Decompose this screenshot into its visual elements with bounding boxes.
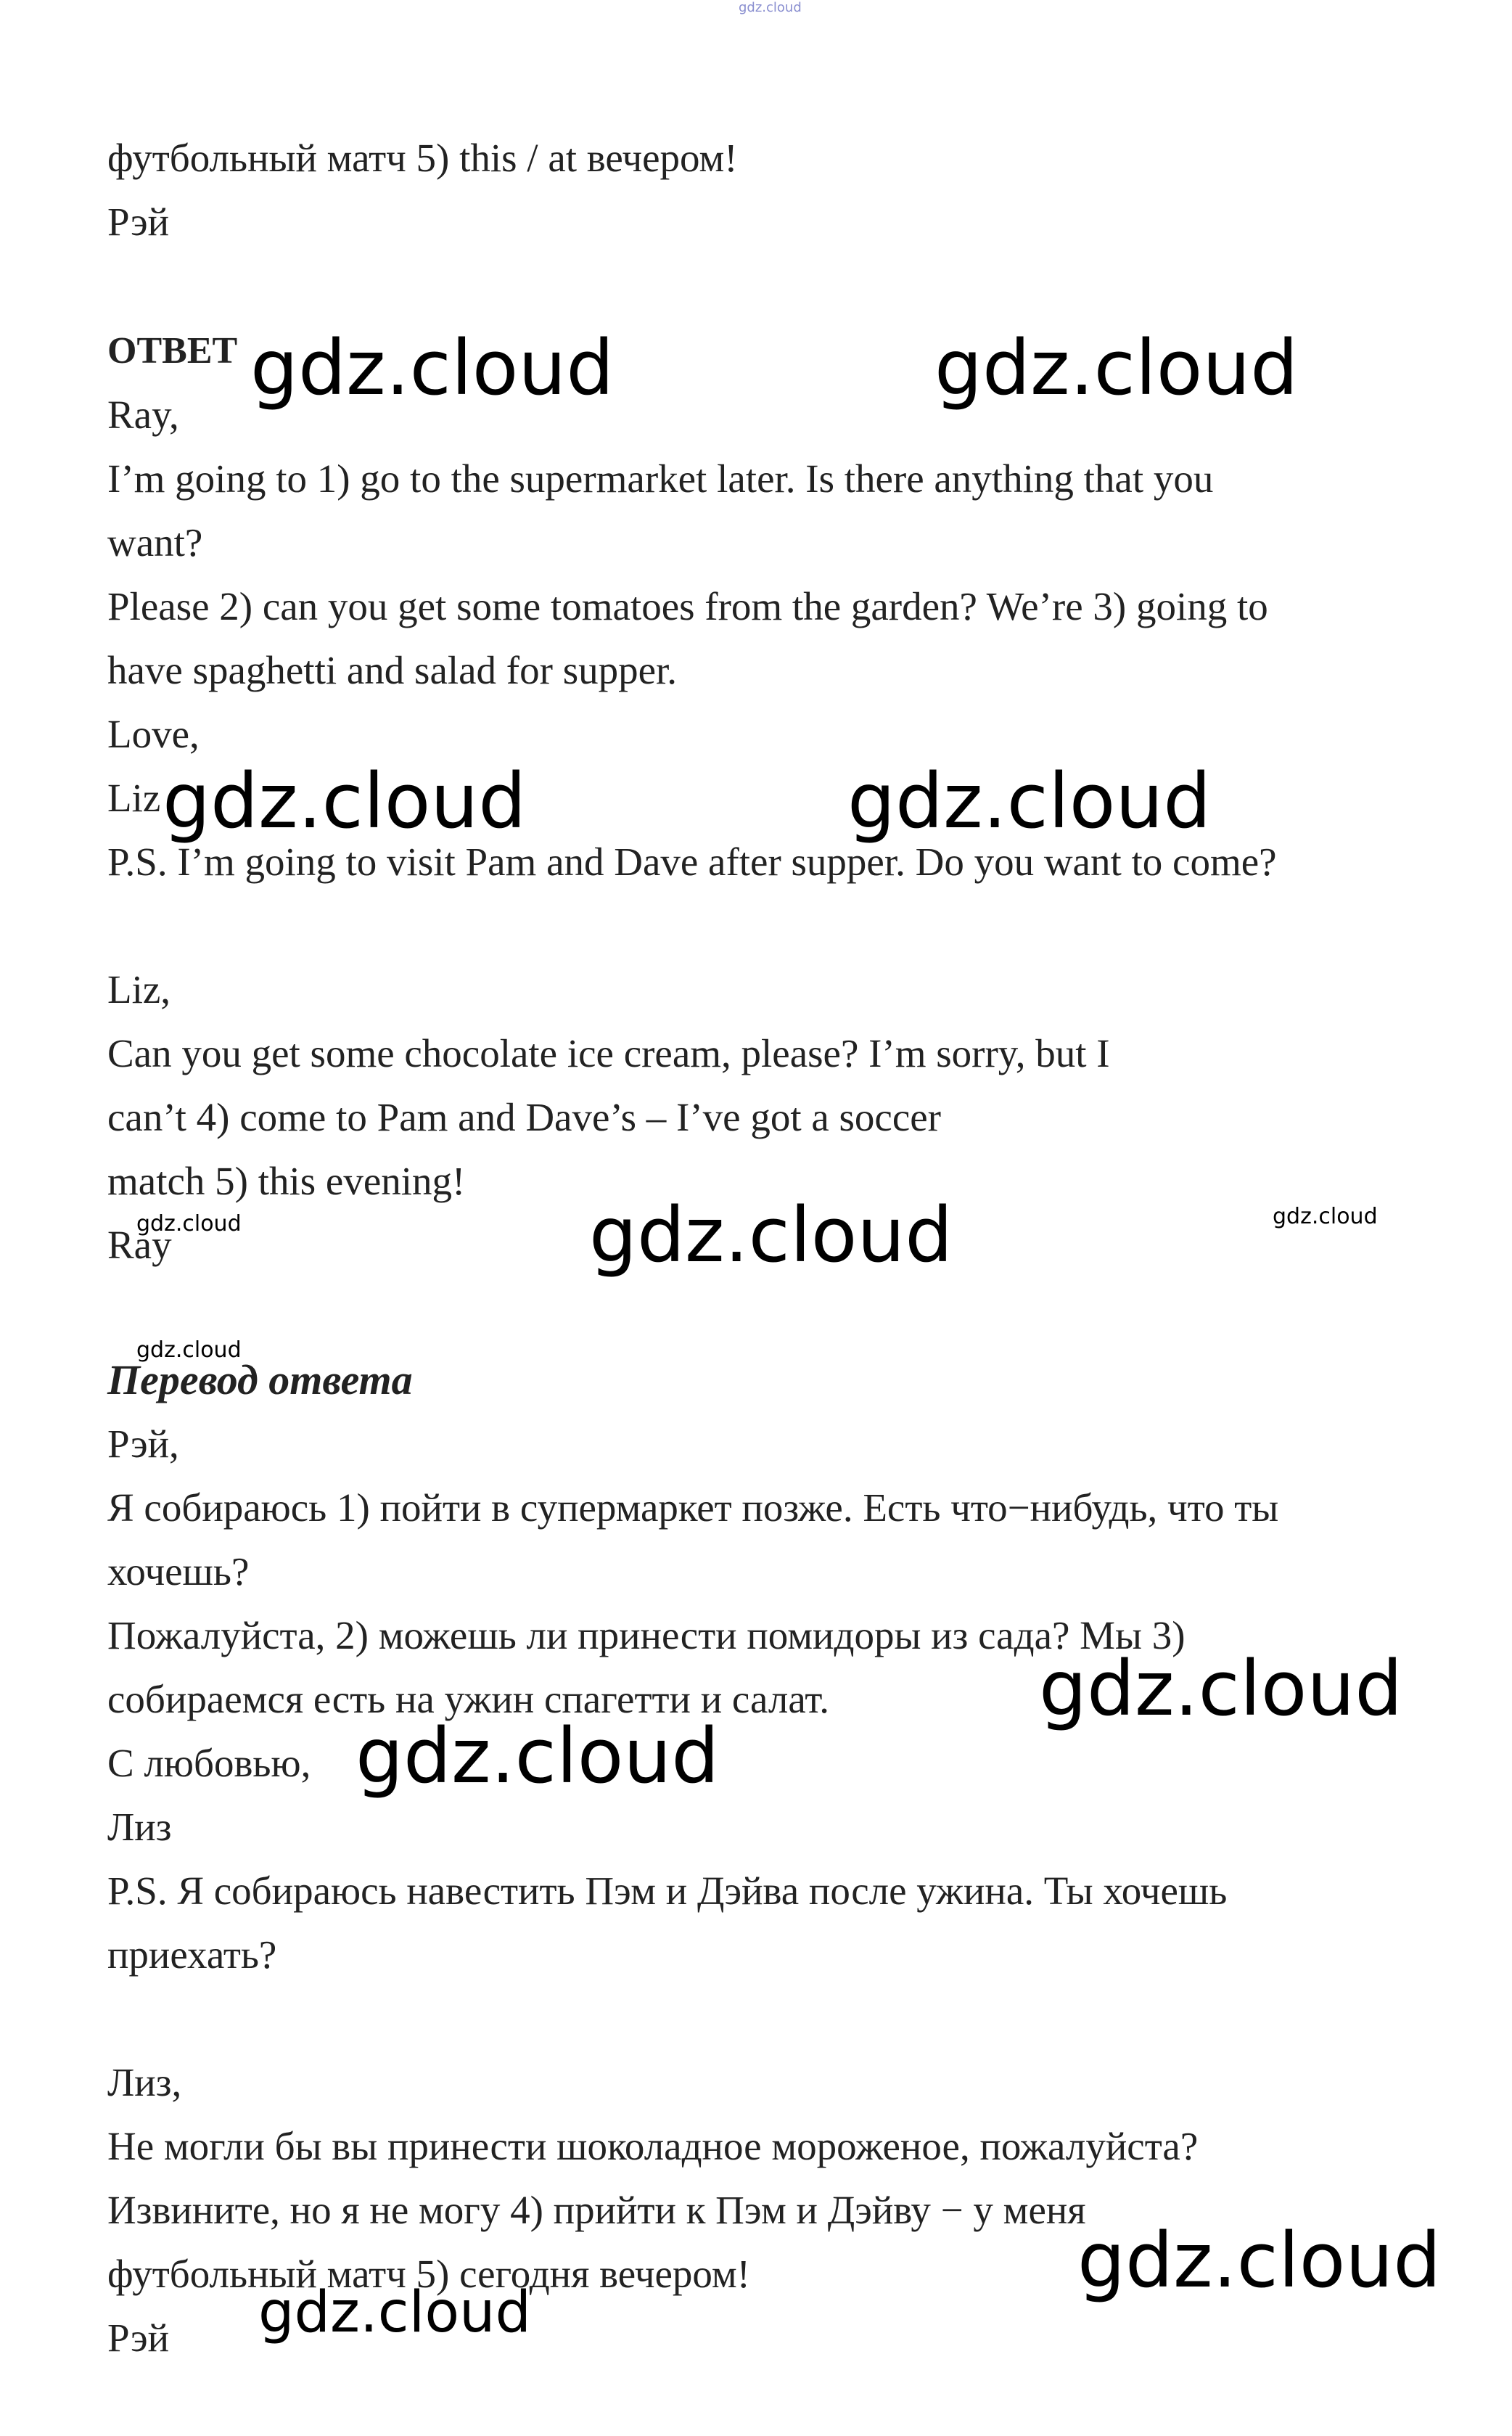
translation-note2-line: Не могли бы вы принести шоколадное мороженое, пожалуйста? <box>107 2124 1199 2168</box>
watermark: gdz.cloud <box>589 1191 953 1279</box>
translation-note2-line: Рэй <box>107 2316 169 2360</box>
answer-note1-line: Love, <box>107 712 200 756</box>
watermark: gdz.cloud <box>136 1211 242 1237</box>
answer-heading: ОТВЕТ <box>107 330 238 372</box>
translation-note1-line: Я собираюсь 1) пойти в супермаркет позже. Есть что−нибудь, что ты <box>107 1485 1279 1530</box>
translation-note2-line: Извините, но я не могу 4) прийти к Пэм и Дэйву − у меня <box>107 2188 1086 2232</box>
answer-note1-line: I’m going to 1) go to the supermarket later. Is there anything that you <box>107 456 1214 501</box>
answer-note1-line: P.S. I’m going to visit Pam and Dave after supper. Do you want to come? <box>107 840 1277 884</box>
watermark: gdz.cloud <box>1077 2216 1442 2305</box>
watermark: gdz.cloud <box>356 1712 720 1800</box>
translation-note1-line: Лиз <box>107 1805 172 1849</box>
answer-note1-line: have spaghetti and salad for supper. <box>107 648 678 692</box>
translation-note1-line: собираемся есть на ужин спагетти и салат. <box>107 1677 829 1721</box>
watermark: gdz.cloud <box>136 1337 242 1363</box>
watermark: gdz.cloud <box>1039 1644 1403 1733</box>
answer-note1-line: Please 2) can you get some tomatoes from the garden? We’re 3) going to <box>107 584 1268 628</box>
translation-note2-line: футбольный матч 5) сегодня вечером! <box>107 2252 750 2296</box>
translation-note1-line: Пожалуйста, 2) можешь ли принести помидоры из сада? Мы 3) <box>107 1613 1186 1657</box>
answer-note2-line: can’t 4) come to Pam and Dave’s – I’ve got a soccer <box>107 1095 941 1139</box>
translation-note1-line: Рэй, <box>107 1422 179 1466</box>
translation-heading: Перевод ответа <box>107 1356 413 1403</box>
translation-note1-line: приехать? <box>107 1932 277 1977</box>
prompt-signature: Рэй <box>107 200 169 244</box>
watermark: gdz.cloud <box>258 2280 531 2345</box>
answer-note2-line: Liz, <box>107 967 171 1012</box>
translation-note1-line: P.S. Я собираюсь навестить Пэм и Дэйва после ужина. Ты хочешь <box>107 1869 1228 1913</box>
answer-note1-line: want? <box>107 520 203 565</box>
watermark: gdz.cloud <box>934 324 1299 412</box>
top-watermark: gdz.cloud <box>739 0 802 15</box>
translation-note1-line: С любовью, <box>107 1741 311 1785</box>
answer-note1-line: Liz <box>107 776 161 820</box>
watermark: gdz.cloud <box>1273 1204 1378 1229</box>
answer-note2-line: Ray <box>107 1223 172 1267</box>
watermark: gdz.cloud <box>250 324 615 412</box>
watermark: gdz.cloud <box>847 757 1212 845</box>
answer-note1-line: Ray, <box>107 393 179 437</box>
translation-note1-line: хочешь? <box>107 1549 250 1594</box>
watermark: gdz.cloud <box>163 757 527 845</box>
answer-note2-line: Can you get some chocolate ice cream, please? I’m sorry, but I <box>107 1031 1110 1075</box>
translation-note2-line: Лиз, <box>107 2060 182 2104</box>
prompt-line: футбольный матч 5) this / at вечером! <box>107 136 738 180</box>
answer-note2-line: match 5) this evening! <box>107 1159 466 1203</box>
